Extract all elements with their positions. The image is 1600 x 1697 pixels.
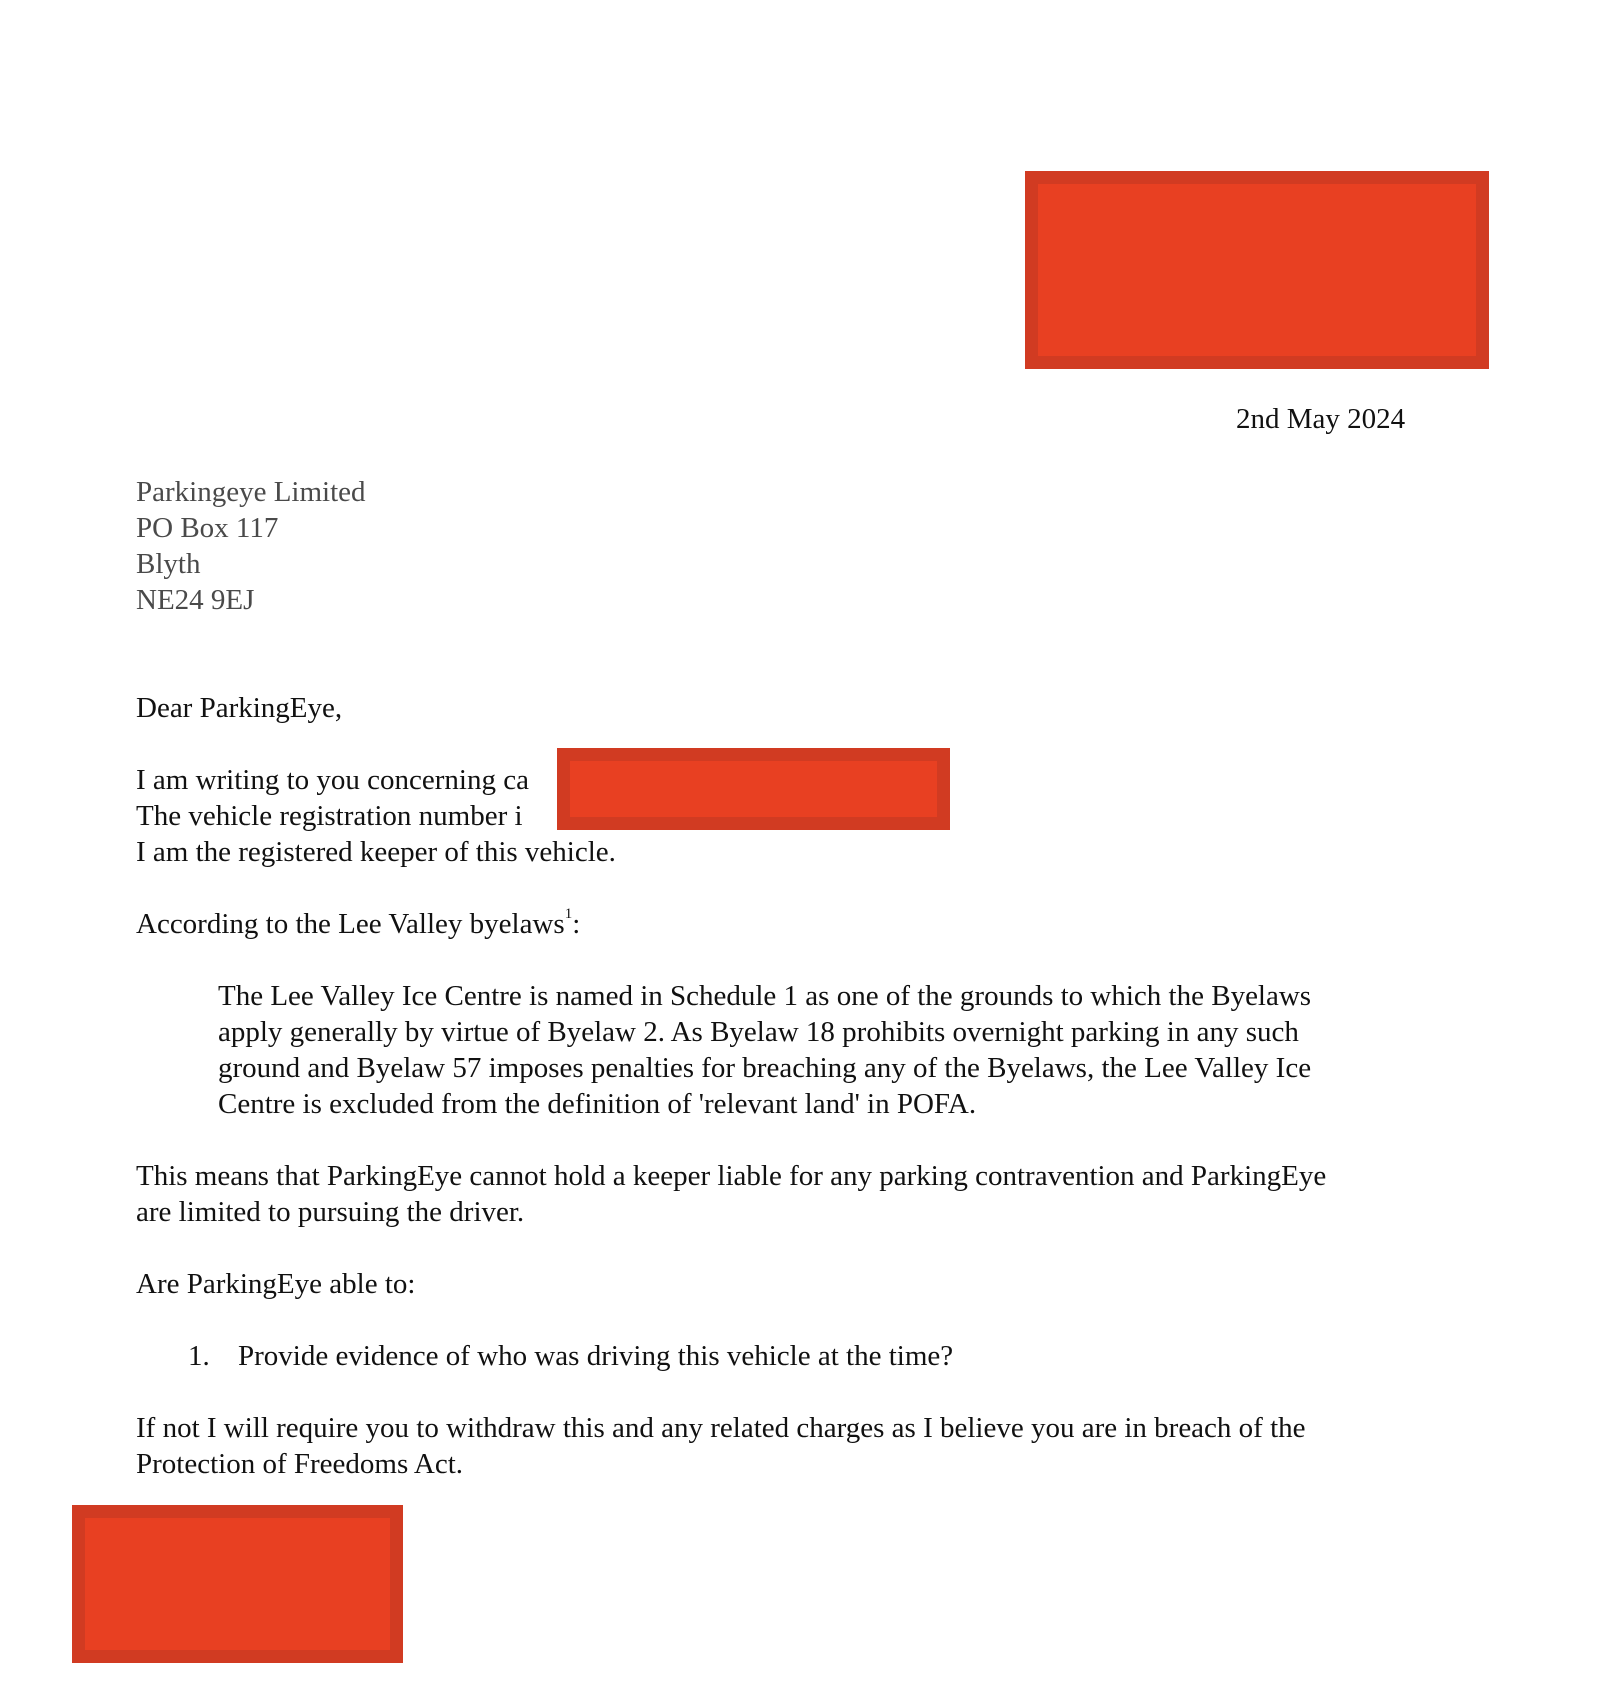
signature-redaction [72, 1505, 403, 1663]
intro-line-3: I am the registered keeper of this vehicle. [136, 836, 616, 868]
question-text: Provide evidence of who was driving this vehicle at the time? [238, 1340, 954, 1372]
recipient-postcode: NE24 9EJ [136, 584, 255, 616]
letter-date: 2nd May 2024 [1236, 403, 1406, 435]
means-paragraph [136, 1158, 1326, 1230]
quote-line-3: ground and Byelaw 57 imposes penalties for breaching any of the Byelaws, the Lee Valley Ice [218, 1052, 1312, 1084]
greeting: Dear ParkingEye, [136, 692, 343, 724]
question-number: 1. [188, 1340, 210, 1372]
intro-line-2: The vehicle registration number i [136, 800, 523, 832]
quote-line-2: apply generally by virtue of Byelaw 2. As Byelaw 18 prohibits overnight parking in any such [218, 1016, 1299, 1048]
closing-paragraph [136, 1410, 1306, 1482]
closing-line-1: If not I will require you to withdraw this and any related charges as I believe you are in breach of the [136, 1412, 1306, 1444]
recipient-town: Blyth [136, 548, 201, 580]
footnote-marker: 1 [564, 906, 573, 923]
means-line-1: This means that ParkingEye cannot hold a keeper liable for any parking contravention and ParkingEye [136, 1160, 1327, 1192]
quote-line-4: Centre is excluded from the definition of 'relevant land' in POFA. [218, 1088, 977, 1120]
closing-line-2: Protection of Freedoms Act. [136, 1448, 464, 1480]
vehicle-details-redaction [557, 748, 950, 830]
byelaws-quote [218, 978, 1311, 1122]
byelaws-intro-suffix: : [572, 908, 581, 940]
question-list-item [188, 1338, 953, 1374]
intro-line-1: I am writing to you concerning ca [136, 764, 529, 796]
quote-line-1: The Lee Valley Ice Centre is named in Schedule 1 as one of the grounds to which the Byelaws [218, 980, 1312, 1012]
recipient-address [136, 474, 366, 618]
byelaws-intro [136, 906, 580, 942]
recipient-name: Parkingeye Limited [136, 476, 366, 508]
means-line-2: are limited to pursuing the driver. [136, 1196, 525, 1228]
byelaws-intro-text: According to the Lee Valley byelaws [136, 908, 565, 940]
sender-address-redaction [1025, 171, 1489, 369]
question-intro: Are ParkingEye able to: [136, 1268, 416, 1300]
recipient-po-box: PO Box 117 [136, 512, 279, 544]
intro-paragraph [136, 762, 616, 870]
